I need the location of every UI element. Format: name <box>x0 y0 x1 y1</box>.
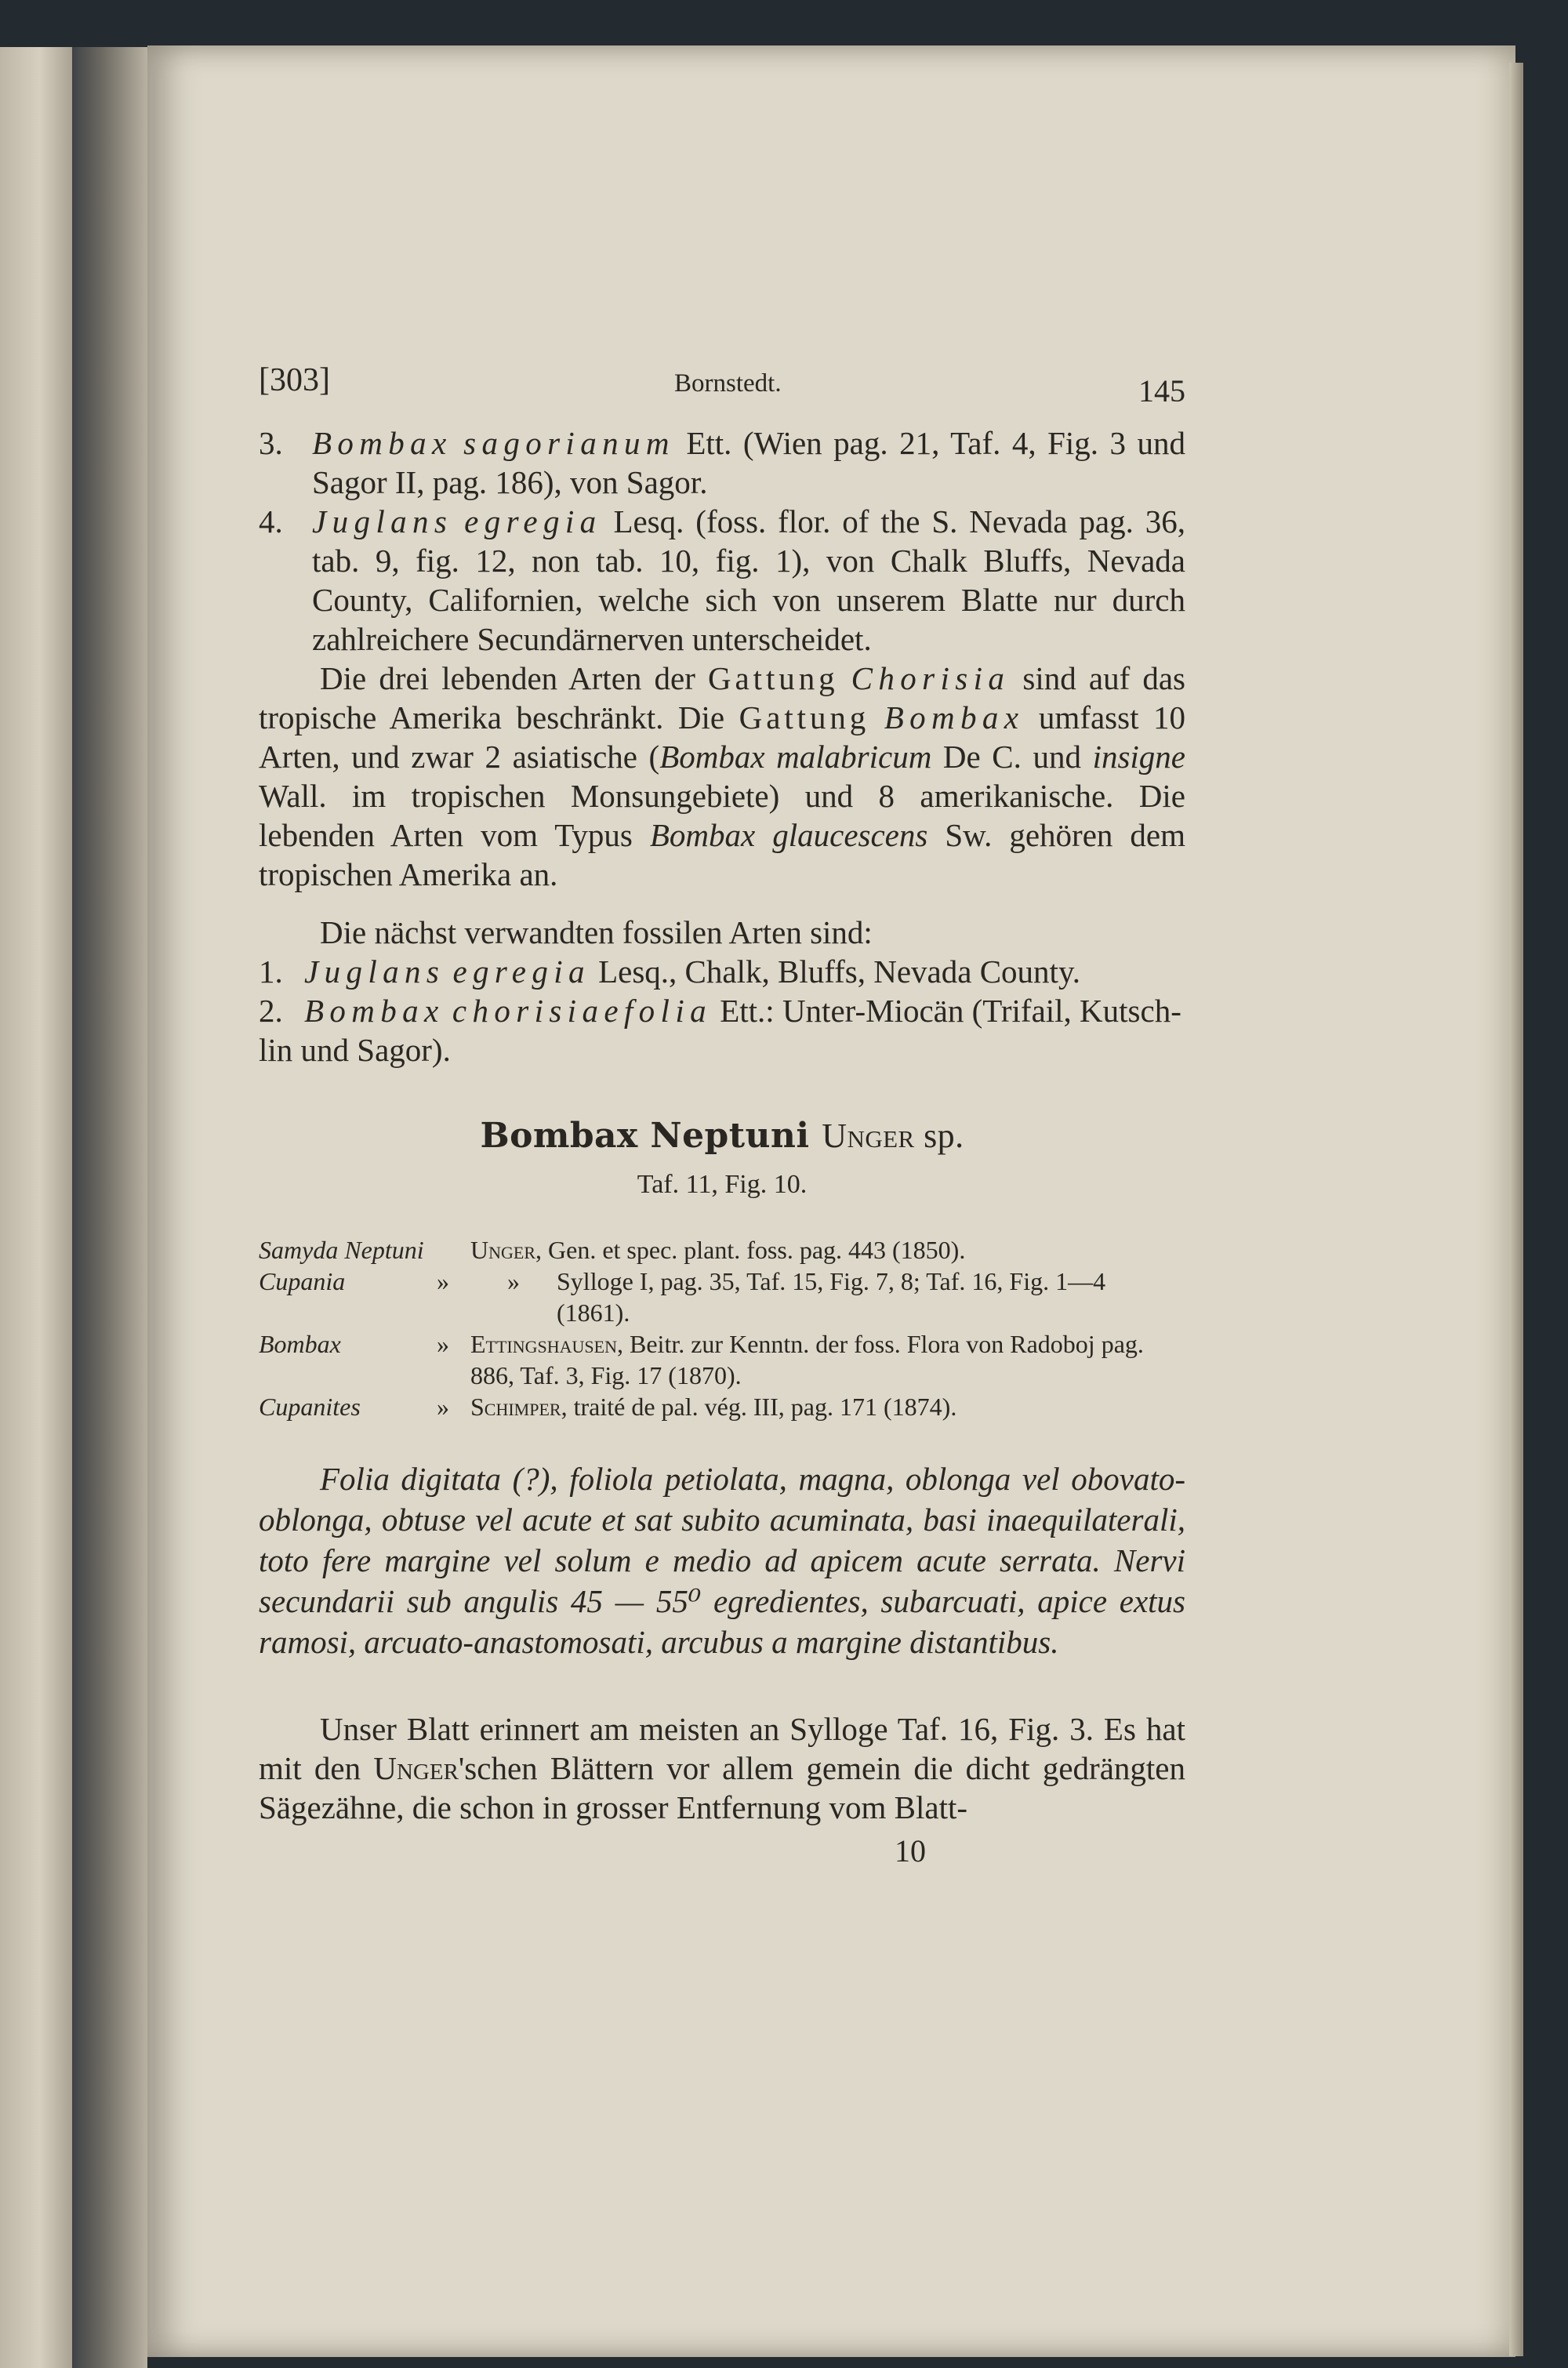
fossil-intro: Die nächst verwandten fossilen Arten sind: <box>320 914 873 950</box>
list-item: 4. Juglans egregia Lesq. (foss. flor. of the S. Nevada pag. 36, tab. 9, fig. 12, non tab. 10, fig. 1), von Chalk Bluffs, Nevada County, Californien, welche sich von unserem Blatte nur durch zahlreichere Secundärnerven unterscheidet. <box>259 503 1186 657</box>
page-bracket-number: [303] <box>259 362 330 398</box>
latin-diagnosis: Folia digitata (?), foliola petiolata, magna, oblonga vel obovato-oblonga, obtuse vel acute et sat subito acuminata, basi inaequilaterali, toto fere margine vel solum e medio ad apicem acute serrata. Nervi secundarii sub angulis 45 — 55⁰ egredientes, subarcuati, apice extus ramosi, arcuato-anastomosati, arcubus a margine distantibus. <box>259 1461 1185 1660</box>
running-title: Bornstedt. <box>674 369 782 398</box>
fossil-species <box>259 913 1185 1070</box>
paragraph-living-species: Die drei lebenden Arten der Gattung Chorisia sind auf das tropische Amerika beschränkt. Die Gattung Bombax umfasst 10 Arten, und zwar 2 asiatische (Bombax malabricum De C. und insigne Wall. im tropischen Monsungebiete) und 8 amerikanische. Die lebenden Arten vom Typus Bombax glaucescens Sw. gehören dem tropischen Amerika an. <box>259 660 1186 892</box>
list-item: 3. Bombax sagorianum Ett. (Wien pag. 21, Taf. 4, Fig. 3 und Sagor II, pag. 186), von Sagor. <box>259 425 1185 500</box>
list-item: 2. Bombax chorisiaefolia Ett.: Unter-Miocän (Trifail, Kutsch- <box>259 993 1181 1029</box>
signature-mark: 10 <box>895 1833 926 1869</box>
page-number: 145 <box>1138 373 1185 409</box>
page-content <box>259 361 1185 1871</box>
table-row: Cupanites » Schimper, traité de pal. vég. III, pag. 171 (1874). <box>259 1393 957 1421</box>
running-header <box>259 361 1185 423</box>
book-gutter <box>72 47 147 2368</box>
paragraph-comparison: Unser Blatt erinnert am meisten an Sylloge Taf. 16, Fig. 3. Es hat mit den Unger'schen Blättern vor allem gemein die dicht gedrängten Sägezähne, die schon in grosser Entfernung vom Blatt- <box>259 1711 1186 1825</box>
table-row: Bombax » Ettingshausen, Beitr. zur Kenntn. der foss. Flora von Radoboj pag. 886, Taf. 3, Fig. 17 (1870). <box>259 1330 1144 1389</box>
synonymy-table <box>259 1234 1184 1422</box>
species-list <box>259 423 1185 659</box>
facing-page-edge <box>0 47 72 2368</box>
section-title: Bombax Neptuni Unger sp. <box>480 1116 964 1156</box>
page-stack-edge <box>1509 63 1523 2356</box>
list-item-continuation: lin und Sagor). <box>259 1032 451 1068</box>
table-row: Samyda Neptuni Unger, Gen. et spec. plant. foss. pag. 443 (1850). <box>259 1236 966 1264</box>
table-row: Cupania » » Sylloge I, pag. 35, Taf. 15, Fig. 7, 8; Taf. 16, Fig. 1—4 (1861). <box>259 1267 1106 1327</box>
plate-reference: Taf. 11, Fig. 10. <box>637 1170 808 1199</box>
list-item: 1. Juglans egregia Lesq., Chalk, Bluffs, Nevada County. <box>259 953 1081 990</box>
